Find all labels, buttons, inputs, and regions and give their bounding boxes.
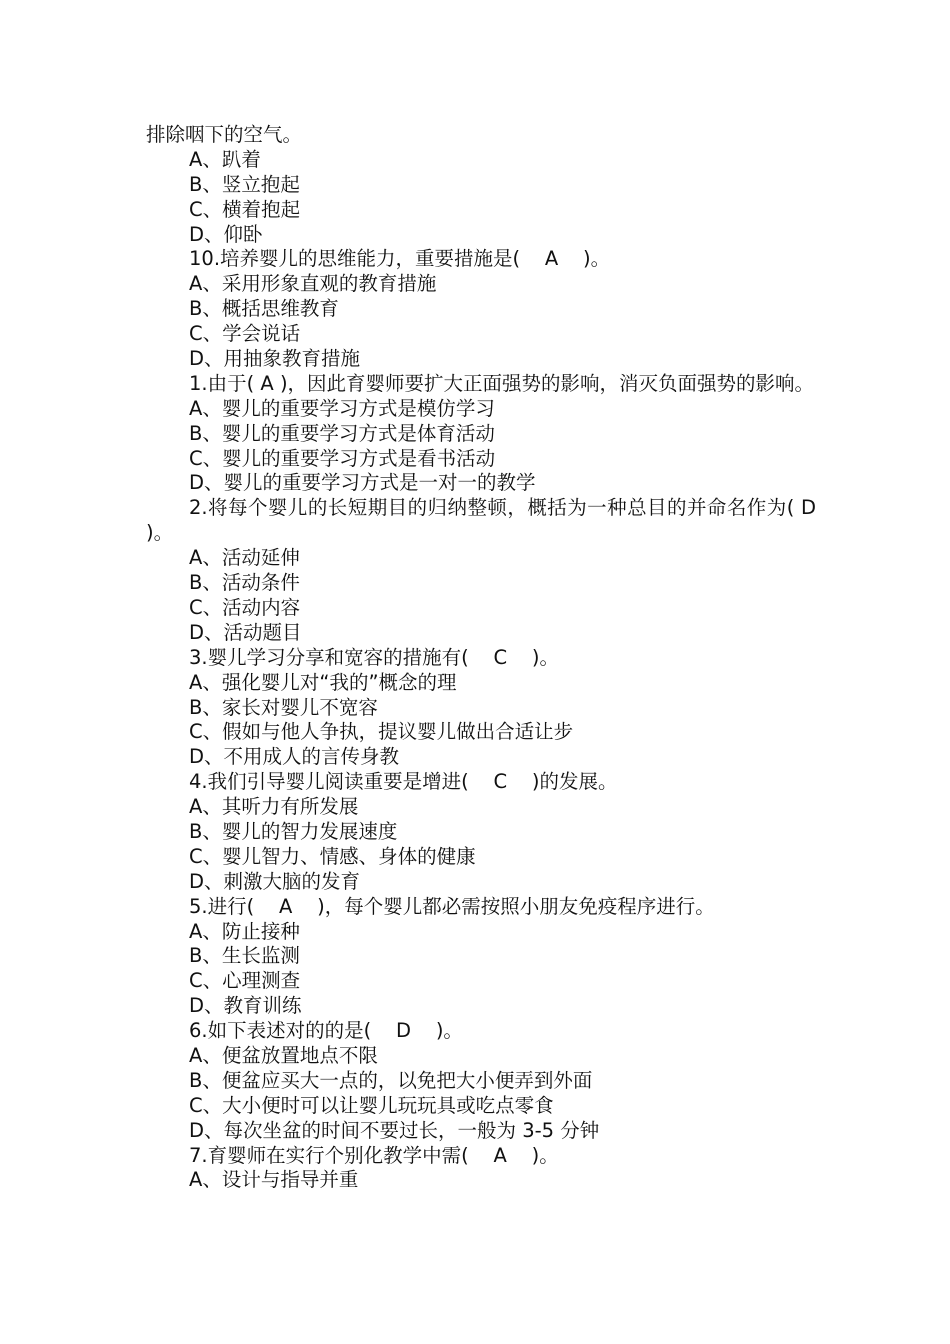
text-line: D、不用成人的言传身教 [189, 745, 400, 769]
text-line: A、婴儿的重要学习方式是模仿学习 [189, 396, 495, 420]
text-line: 排除咽下的空气。 [146, 123, 303, 146]
text-line: C、心理测查 [189, 969, 301, 993]
text-line: C、学会说话 [189, 322, 301, 346]
text-line: A、强化婴儿对“我的”概念的理 [189, 670, 457, 694]
text-line: B、便盆应买大一点的，以免把大小便弄到外面 [189, 1068, 593, 1092]
text-line: A、活动延伸 [189, 546, 300, 570]
text-line: A、趴着 [189, 147, 261, 171]
text-line: B、家长对婴儿不宽容 [189, 695, 378, 719]
text-line: C、假如与他人争执，提议婴儿做出合适让步 [189, 720, 574, 744]
text-line: 10.培养婴儿的思维能力，重要措施是( A )。 [189, 247, 611, 271]
text-line: A、其听力有所发展 [189, 795, 359, 819]
text-line: 6.如下表述对的的是( D )。 [189, 1019, 463, 1043]
text-line: 2.将每个婴儿的长短期目的归纳整顿，概括为一种总目的并命名作为( D )。 [146, 496, 816, 545]
text-line: D、仰卧 [189, 222, 263, 246]
text-line: A、便盆放置地点不限 [189, 1044, 378, 1067]
text-line: C、活动内容 [189, 595, 301, 619]
text-line: A、设计与指导并重 [189, 1168, 359, 1192]
text-line: D、每次坐盆的时间不要过长，一般为 3-5 分钟 [189, 1118, 600, 1142]
text-line: A、采用形象直观的教育措施 [189, 272, 437, 296]
document-body [146, 123, 816, 1193]
text-line: C、横着抱起 [189, 197, 301, 221]
text-line: 4.我们引导婴儿阅读重要是增进( C )的发展。 [189, 770, 618, 794]
text-line: 5.进行( A )，每个婴儿都必需按照小朋友免疫程序进行。 [189, 894, 715, 918]
text-line: D、婴儿的重要学习方式是一对一的教学 [189, 471, 536, 495]
text-line: D、活动题目 [189, 620, 302, 644]
text-line: B、概括思维教育 [189, 297, 339, 321]
text-line: D、刺激大脑的发育 [189, 869, 361, 893]
text-line: 1.由于( A )，因此育婴师要扩大正面强势的影响，消灭负面强势的影响。 [189, 371, 815, 395]
text-line: C、婴儿的重要学习方式是看书活动 [189, 446, 496, 470]
text-line: 3.婴儿学习分享和宽容的措施有( C )。 [189, 645, 560, 669]
text-line: D、用抽象教育措施 [189, 347, 361, 371]
text-line: C、大小便时可以让婴儿玩玩具或吃点零食 [189, 1093, 554, 1117]
text-line: 7.育婴师在实行个别化教学中需( A )。 [189, 1143, 559, 1167]
text-line: A、防止接种 [189, 919, 300, 943]
text-line: B、活动条件 [189, 571, 300, 595]
text-line: B、生长监测 [189, 944, 300, 968]
text-line: D、教育训练 [189, 994, 302, 1018]
text-line: B、婴儿的智力发展速度 [189, 819, 398, 843]
text-line: B、婴儿的重要学习方式是体育活动 [189, 421, 495, 445]
text-line: C、婴儿智力、情感、身体的健康 [189, 844, 476, 868]
text-line: B、竖立抱起 [189, 172, 300, 196]
